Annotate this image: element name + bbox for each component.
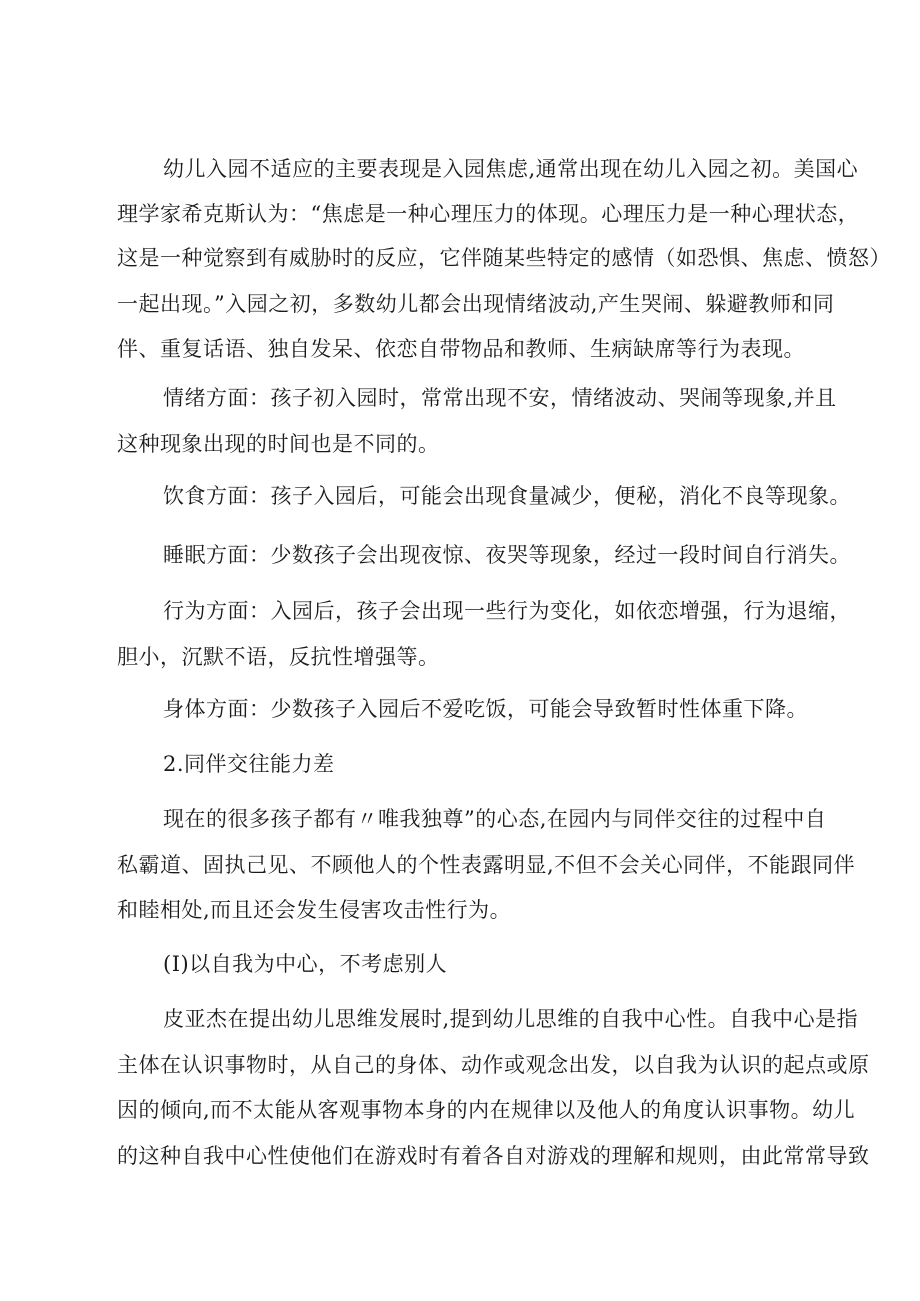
text-line: 因的倾向,而不太能从客观事物本身的内在规律以及他人的角度认识事物。幼儿 <box>117 1098 856 1122</box>
text-line: 的这种自我中心性使他们在游戏时有着各自对游戏的理解和规则，由此常常导致 <box>117 1144 870 1168</box>
text-line: 这种现象出现的时间也是不同的。 <box>117 432 440 456</box>
text-line: 情绪方面：孩子初入园时，常常出现不安，情绪波动、哭闹等现象,并且 <box>163 386 837 410</box>
text-line: 理学家希克斯认为：“焦虑是一种心理压力的体现。心理压力是一种心理状态， <box>117 202 860 226</box>
section-heading: 2.同伴交往能力差 <box>163 752 335 776</box>
text-line: 这是一种觉察到有威胁时的反应，它伴随某些特定的感情（如恐惧、焦虑、愤怒） <box>117 246 891 270</box>
subsection-heading: (I)以自我为中心，不考虑别人 <box>163 952 448 976</box>
text-line: 行为方面：入园后，孩子会出现一些行为变化，如依恋增强，行为退缩， <box>163 599 851 623</box>
text-line: 身体方面：少数孩子入园后不爱吃饭，可能会导致暂时性体重下降。 <box>163 697 808 721</box>
text-line: 和睦相处,而且还会发生侵害攻击性行为。 <box>117 898 512 922</box>
text-line: 睡眠方面：少数孩子会出现夜惊、夜哭等现象，经过一段时间自行消失。 <box>163 543 851 567</box>
text-line: 幼儿入园不适应的主要表现是入园焦虑,通常出现在幼儿入园之初。美国心 <box>163 157 859 181</box>
text-line: 皮亚杰在提出幼儿思维发展时,提到幼儿思维的自我中心性。自我中心是指 <box>163 1007 859 1031</box>
text-line: 伴、重复话语、独自发呆、依恋自带物品和教师、生病缺席等行为表现。 <box>117 337 805 361</box>
text-line: 私霸道、固执己见、不顾他人的个性表露明显,不但不会关心同伴，不能跟同伴 <box>117 853 856 877</box>
text-line: 主体在认识事物时，从自己的身体、动作或观念出发，以自我为认识的起点或原 <box>117 1053 870 1077</box>
text-line: 现在的很多孩子都有〃唯我独尊”的心态,在园内与同伴交往的过程中自 <box>163 807 827 831</box>
text-line: 一起出现。”入园之初，多数幼儿都会出现情绪波动,产生哭闹、躲避教师和同 <box>117 292 835 316</box>
text-line: 胆小，沉默不语，反抗性增强等。 <box>117 645 440 669</box>
text-line: 饮食方面：孩子入园后，可能会出现食量减少，便秘，消化不良等现象。 <box>163 484 851 508</box>
